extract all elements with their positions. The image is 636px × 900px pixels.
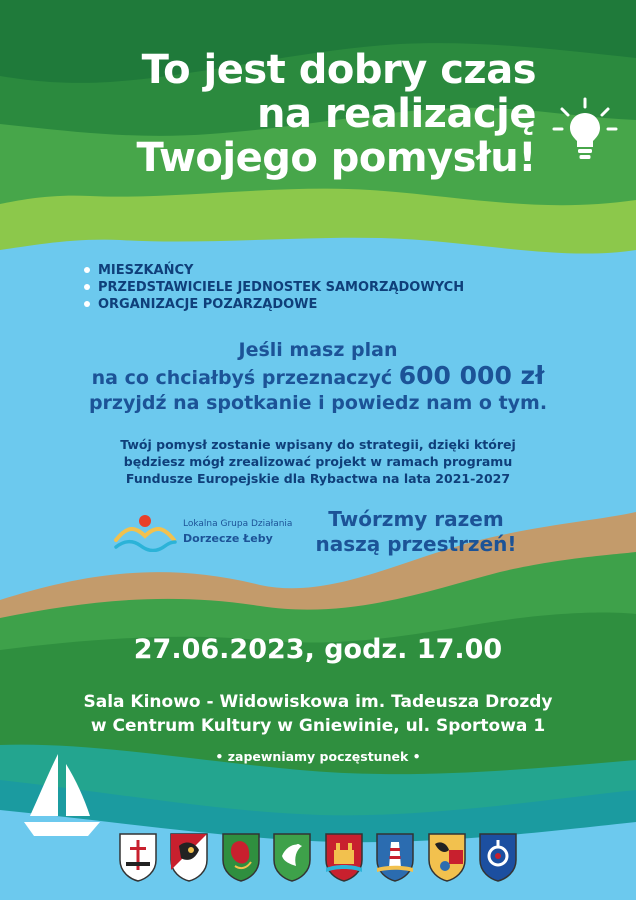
sailboat-icon: [20, 750, 104, 842]
slogan-line-2: naszą przestrzeń!: [315, 532, 517, 556]
organizer-line-1: Lokalna Grupa Działania: [183, 519, 293, 529]
info-line-3: Fundusze Europejskie dla Rybactwa na lata 2021-2027: [125, 471, 511, 486]
coat-of-arms-7: [427, 832, 467, 882]
venue-line-1: Sala Kinowo - Widowiskowa im. Tadeusza Drozdy: [83, 692, 553, 712]
catering-note: • zapewniamy poczęstunek •: [215, 749, 421, 764]
audience-list: [82, 262, 464, 313]
event-venue: [0, 690, 636, 738]
headline-line-1: To jest dobry czas: [141, 47, 536, 93]
lightbulb-icon: [550, 95, 620, 165]
info-line-1: Twój pomysł zostanie wpisany do strategii, dzięki której: [120, 437, 516, 452]
info-line-2: będziesz mógł zrealizować projekt w ramach programu: [123, 454, 513, 469]
list-item: ORGANIZACJE POZARZĄDOWE: [82, 296, 464, 313]
organizer-name: Dorzecze Łeby: [183, 532, 273, 545]
plan-line-3: przyjdź na spotkanie i powiedz nam o tym.: [88, 392, 548, 414]
coat-of-arms-2: [169, 832, 209, 882]
headline-line-3: Twojego pomysłu!: [136, 135, 536, 181]
coat-of-arms-4: [272, 832, 312, 882]
list-item: PRZEDSTAWICIELE JEDNOSTEK SAMORZĄDOWYCH: [82, 279, 464, 296]
lgd-emblem-icon: [113, 512, 177, 552]
coat-of-arms-5: [324, 832, 364, 882]
venue-line-2: w Centrum Kultury w Gniewinie, ul. Sportowa 1: [90, 716, 546, 736]
slogan: [296, 507, 536, 557]
headline: [16, 48, 536, 180]
list-item: MIESZKAŃCY: [82, 262, 464, 279]
coats-of-arms-row: [118, 832, 518, 886]
coat-of-arms-3: [221, 832, 261, 882]
funding-amount: 600 000 zł: [398, 361, 545, 390]
headline-line-2: na realizację: [257, 91, 536, 137]
plan-line-2: [0, 363, 636, 391]
coat-of-arms-6: [375, 832, 415, 882]
coat-of-arms-1: [118, 832, 158, 882]
event-datetime: 27.06.2023, godz. 17.00: [133, 634, 503, 665]
strategy-info: [0, 436, 636, 487]
plan-message: [0, 338, 636, 416]
plan-line-2-text: na co chciałbyś przeznaczyć: [91, 367, 393, 389]
slogan-line-1: Twórzmy razem: [328, 507, 504, 531]
plan-line-1: Jeśli masz plan: [238, 339, 398, 361]
coat-of-arms-8: [478, 832, 518, 882]
